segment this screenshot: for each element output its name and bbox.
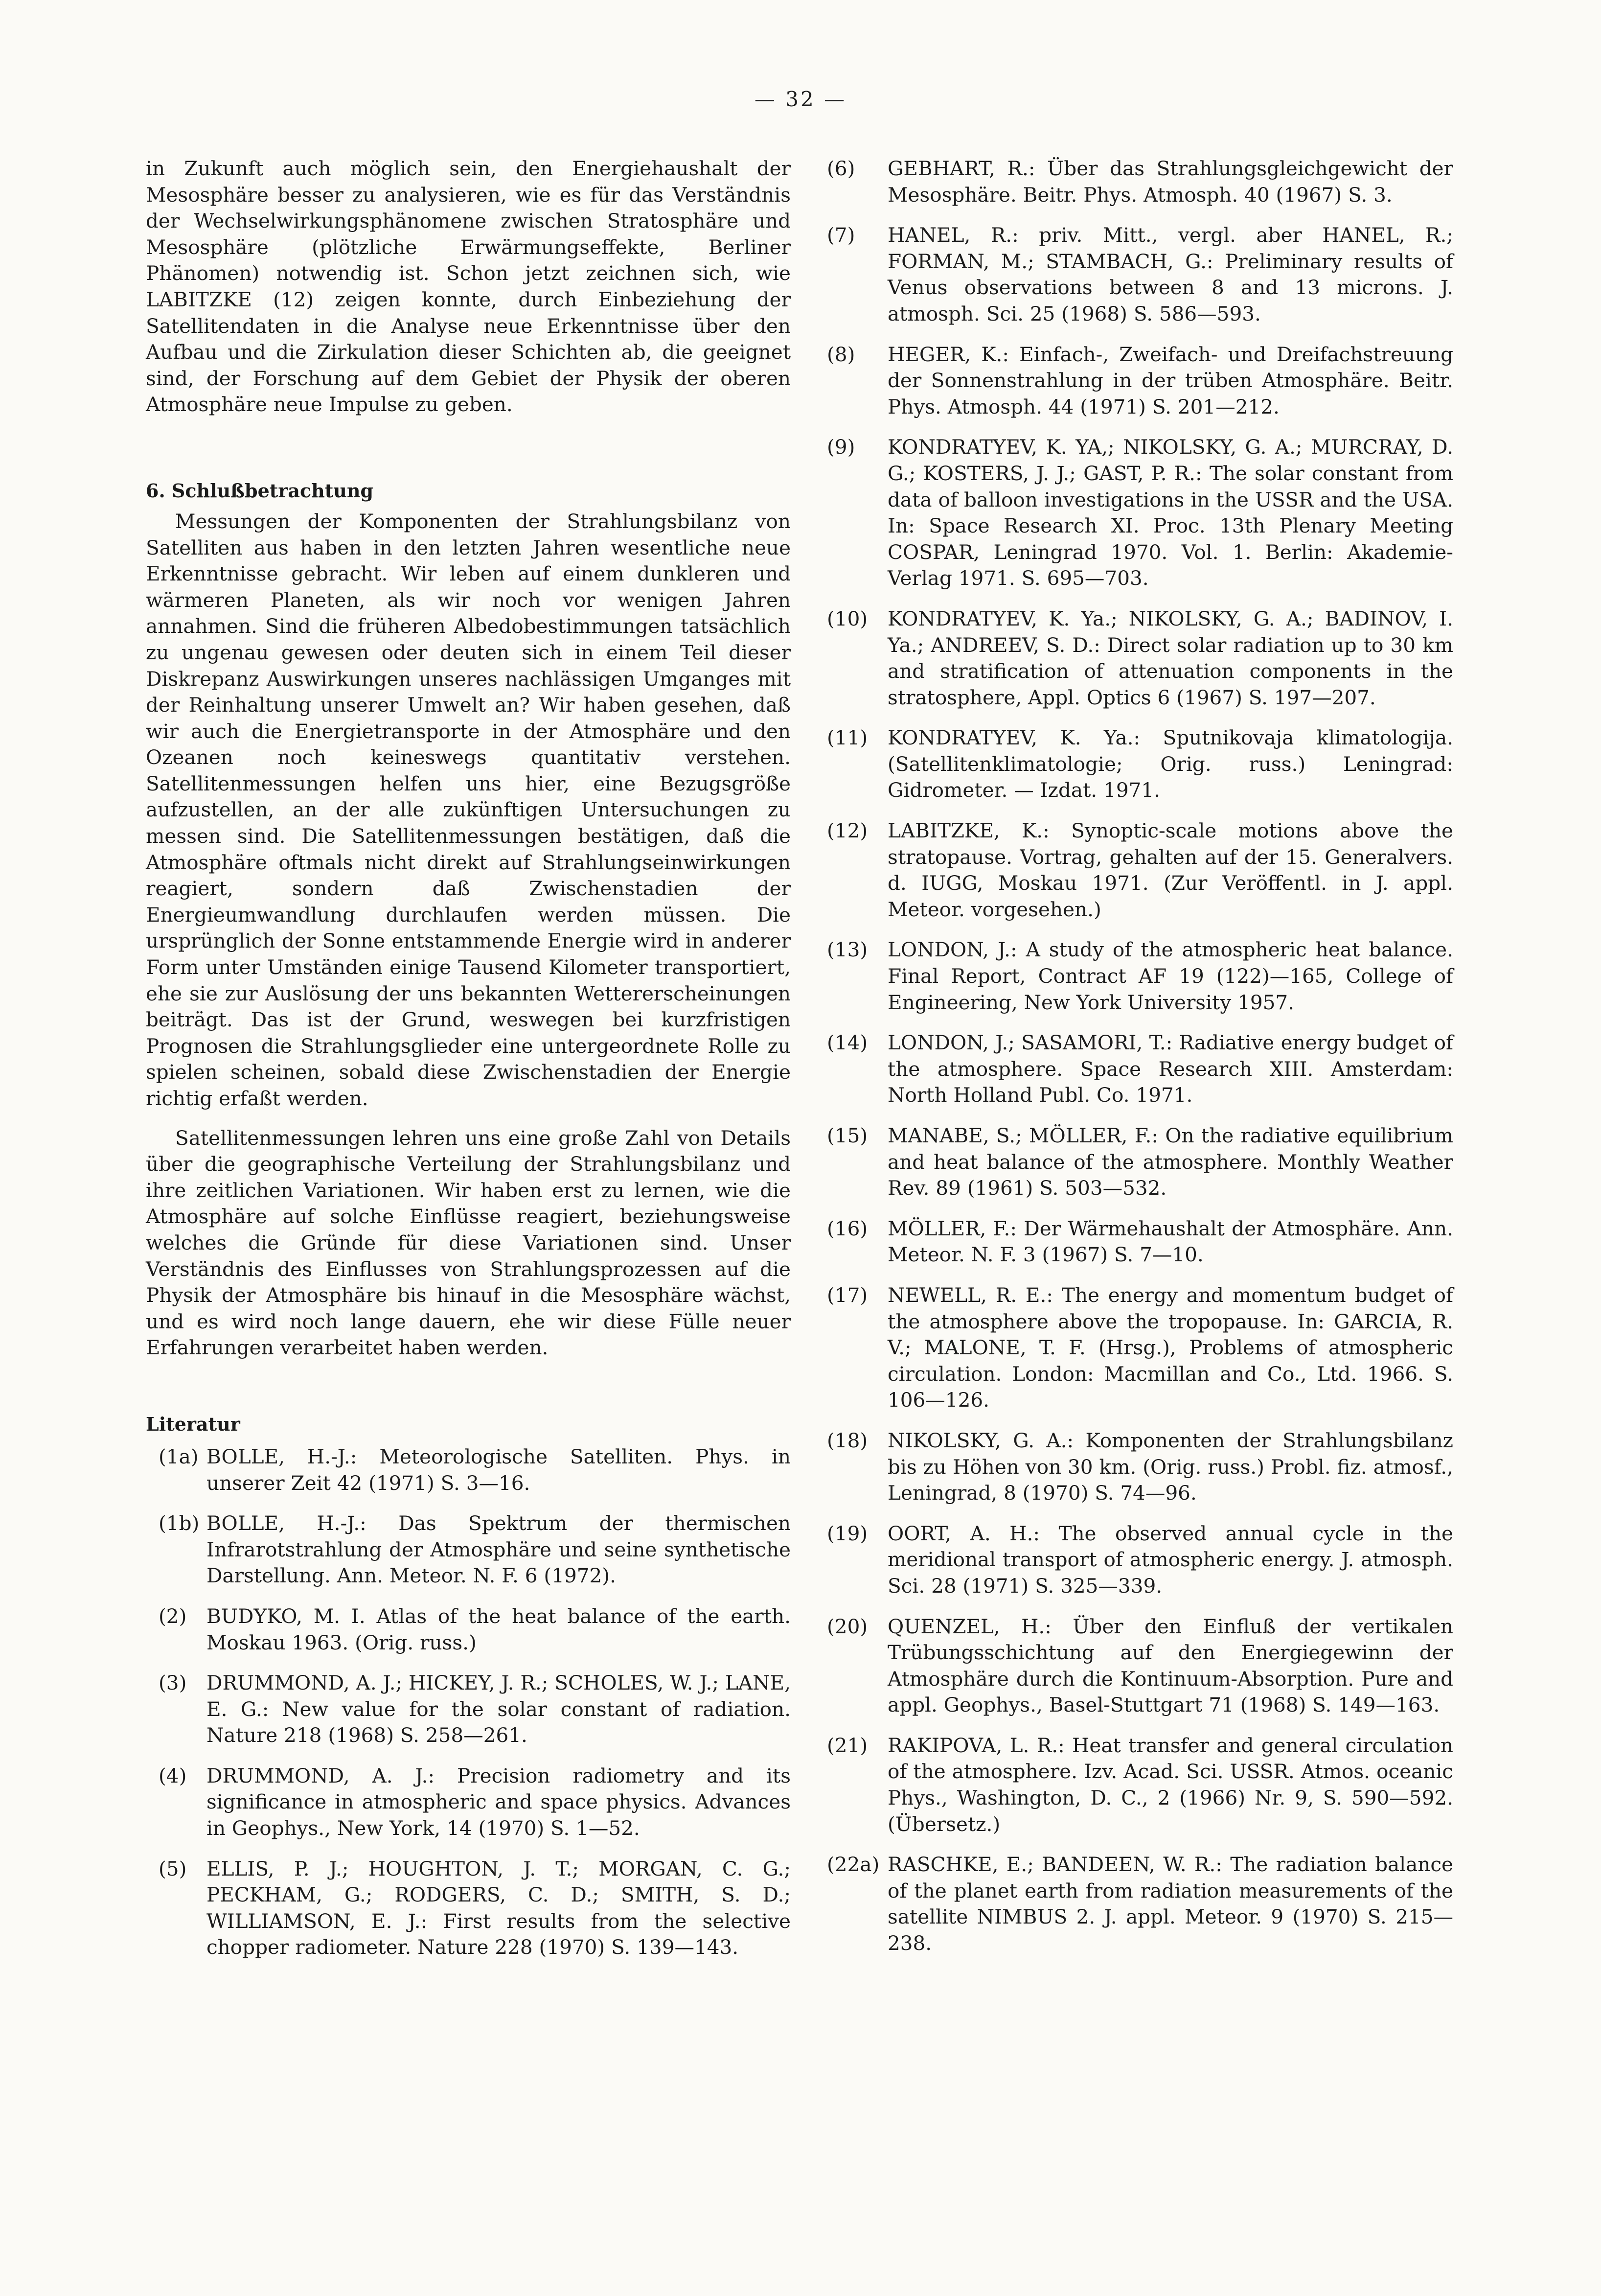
reference-text: LABITZKE, K.: Synoptic-scale motions above the stratopause. Vortrag, gehalten auf der 15. Generalvers. d. IUGG, Moskau 1971. (Zur Veröffentl. in J. appl. Meteor. vorgesehen.) [888, 819, 1453, 921]
reference-number: (7) [827, 223, 855, 247]
reference-item [146, 1856, 791, 1961]
reference-text: KONDRATYEV, K. Ya.: Sputnikovaja klimatologija. (Satellitenklimatologie; Orig. russ.) Leningrad: Gidrometer. — Izdat. 1971. [888, 726, 1453, 802]
page-number: — 32 — [754, 87, 847, 111]
section-heading: 6. Schlußbetrachtung [146, 479, 374, 502]
reference-text: NIKOLSKY, G. A.: Komponenten der Strahlungsbilanz bis zu Höhen von 30 km. (Orig. russ.) Probl. fiz. atmosf., Leningrad, 8 (1970) S. 74—96. [888, 1428, 1453, 1505]
section-paragraph: Satellitenmessungen lehren uns eine große Zahl von Details über die geographische Verteilung der Strahlungsbilanz und ihre zeitlichen Variationen. Wir haben erst zu lernen, wie die Atmosphäre auf solche Einflüsse reagiert, beziehungsweise welches die Gründe für diese Variationen sind. Unser Verständnis des Einflusses von Strahlungsprozessen auf die Physik der Atmosphäre bis hinauf in die Mesosphäre wächst, und es wird noch lange dauern, ehe wir diese Fülle neuer Erfahrungen verarbeitet haben werden. [146, 1126, 791, 1360]
intro-paragraph: in Zukunft auch möglich sein, den Energiehaushalt der Mesosphäre besser zu analysieren, wie es für das Verständnis der Wechselwirkungsphänomene zwischen Stratosphäre und Mesosphäre (plötzliche Erwärmungseffekte, Berliner Phänomen) notwendig ist. Schon jetzt zeichnen sich, wie LABITZKE (12) zeigen konnte, durch Einbeziehung der Satellitendaten in die Analyse neue Erkenntnisse über den Aufbau und die Zirkulation dieser Schichten ab, die geeignet sind, der Forschung auf dem Gebiet der Physik der oberen Atmosphäre neue Impulse zu geben. [146, 157, 791, 417]
reference-text: BUDYKO, M. I. Atlas of the heat balance of the earth. Moskau 1963. (Orig. russ.) [206, 1604, 791, 1654]
reference-text: HEGER, K.: Einfach-, Zweifach- und Dreifachstreuung der Sonnenstrahlung in der trüben Atmosphäre. Beitr. Phys. Atmosph. 44 (1971) S. 201—212. [888, 342, 1453, 418]
reference-text: MANABE, S.; MÖLLER, F.: On the radiative equilibrium and heat balance of the atmosphere. Monthly Weather Rev. 89 (1961) S. 503—532. [888, 1124, 1453, 1200]
reference-number: (5) [159, 1856, 187, 1880]
reference-list-left [146, 1444, 791, 1961]
left-column [146, 156, 791, 1975]
reference-text: LONDON, J.; SASAMORI, T.: Radiative energy budget of the atmosphere. Space Research XIII. Amsterdam: North Holland Publ. Co. 1971. [888, 1031, 1453, 1107]
reference-list-right [827, 156, 1453, 1957]
reference-number: (4) [159, 1763, 187, 1787]
reference-text: MÖLLER, F.: Der Wärmehaushalt der Atmosphäre. Ann. Meteor. N. F. 3 (1967) S. 7—10. [888, 1216, 1453, 1267]
reference-number: (6) [827, 157, 855, 180]
reference-item [827, 1428, 1453, 1507]
reference-text: LONDON, J.: A study of the atmospheric heat balance. Final Report, Contract AF 19 (122)—165, College of Engineering, New York University 1957. [888, 938, 1453, 1014]
reference-number: (12) [827, 819, 868, 843]
reference-item [827, 156, 1453, 208]
reference-number: (19) [827, 1521, 868, 1545]
reference-number: (20) [827, 1614, 868, 1638]
reference-item [146, 1603, 791, 1656]
reference-number: (9) [827, 435, 855, 459]
reference-text: HANEL, R.: priv. Mitt., vergl. aber HANEL, R.; FORMAN, M.; STAMBACH, G.: Preliminary results of Venus observations between 8 and 13 microns. J. atmosph. Sci. 25 (1968) S. 586—593. [888, 223, 1453, 325]
reference-text: KONDRATYEV, K. Ya.; NIKOLSKY, G. A.; BADINOV, I. Ya.; ANDREEV, S. D.: Direct solar radiation up to 30 km and stratification of attenuation components in the stratosphere, Appl. Optics 6 (1967) S. 197—207. [888, 606, 1453, 709]
reference-item [827, 1123, 1453, 1202]
reference-item [827, 434, 1453, 592]
reference-item [827, 1030, 1453, 1109]
reference-number: (3) [159, 1671, 187, 1695]
reference-number: (2) [159, 1604, 187, 1628]
reference-text: DRUMMOND, A. J.; HICKEY, J. R.; SCHOLES, W. J.; LANE, E. G.: New value for the solar constant of radiation. Nature 218 (1968) S. 258—261. [206, 1671, 791, 1747]
reference-number: (21) [827, 1733, 868, 1757]
reference-number: (17) [827, 1283, 868, 1307]
reference-number: (11) [827, 726, 868, 750]
reference-item [146, 1510, 791, 1589]
reference-item [827, 1521, 1453, 1600]
reference-item [827, 937, 1453, 1016]
reference-item [827, 1733, 1453, 1837]
reference-text: BOLLE, H.-J.: Meteorologische Satelliten. Phys. in unserer Zeit 42 (1971) S. 3—16. [206, 1444, 791, 1495]
reference-number: (13) [827, 938, 868, 962]
reference-item [827, 606, 1453, 711]
reference-number: (8) [827, 342, 855, 366]
reference-text: OORT, A. H.: The observed annual cycle in the meridional transport of atmospheric energy. J. atmosph. Sci. 28 (1971) S. 325—339. [888, 1521, 1453, 1598]
reference-text: NEWELL, R. E.: The energy and momentum budget of the atmosphere above the tropopause. In: GARCIA, R. V.; MALONE, T. F. (Hrsg.), Problems of atmospheric circulation. London: Macmillan and Co., Ltd. 1966. S. 106—126. [888, 1283, 1453, 1412]
reference-item [146, 1670, 791, 1749]
reference-item [827, 1282, 1453, 1414]
reference-text: RASCHKE, E.; BANDEEN, W. R.: The radiation balance of the planet earth from radiation measurements of the satellite NIMBUS 2. J. appl. Meteor. 9 (1970) S. 215—238. [888, 1853, 1453, 1955]
reference-item [827, 725, 1453, 804]
reference-text: RAKIPOVA, L. R.: Heat transfer and general circulation of the atmosphere. Izv. Acad. Sci. USSR. Atmos. oceanic Phys., Washington, D. C., 2 (1966) Nr. 9, S. 590—592. (Übersetz.) [888, 1733, 1453, 1836]
reference-item [827, 1216, 1453, 1268]
reference-number: (15) [827, 1124, 868, 1147]
reference-text: ELLIS, P. J.; HOUGHTON, J. T.; MORGAN, C. G.; PECKHAM, G.; RODGERS, C. D.; SMITH, S. D.; WILLIAMSON, E. J.: First results from the selective chopper radiometer. Nature 228 (1970) S. 139—143. [206, 1856, 791, 1959]
reference-number: (14) [827, 1031, 868, 1055]
reference-item [827, 818, 1453, 923]
reference-item [827, 342, 1453, 420]
reference-item [146, 1444, 791, 1496]
reference-item [827, 222, 1453, 327]
reference-item [827, 1614, 1453, 1718]
reference-number: (16) [827, 1216, 868, 1240]
reference-text: KONDRATYEV, K. YA,; NIKOLSKY, G. A.; MURCRAY, D. G.; KOSTERS, J. J.; GAST, P. R.: The solar constant from data of balloon investigations in the USSR and the USA. In: Space Research XI. Proc. 13th Plenary Meeting COSPAR, Leningrad 1970. Vol. 1. Berlin: Akademie-Verlag 1971. S. 695—703. [888, 435, 1453, 590]
reference-number: (1b) [159, 1511, 200, 1535]
reference-number: (22a) [827, 1853, 880, 1877]
section-paragraph: Messungen der Komponenten der Strahlungsbilanz von Satelliten aus haben in den letzten Jahren wesentliche neue Erkenntnisse gebracht. Wir leben auf einem dunkleren und wärmeren Planeten, als wir noch vor wenigen Jahren annahmen. Sind die früheren Albedobestimmungen tatsächlich zu ungenau gewesen oder deuten sich in einem Teil dieser Diskrepanz Auswirkungen unseres nachlässigen Umganges mit der Reinhaltung unserer Umwelt an? Wir haben gesehen, daß wir auch die Energietransporte in der Atmosphäre und den Ozeanen noch keineswegs quantitativ verstehen. Satellitenmessungen helfen uns hier, eine Bezugsgröße aufzustellen, an der alle zukünftigen Untersuchungen zu messen sind. Die Satellitenmessungen bestätigen, daß die Atmosphäre oftmals nicht direkt auf Strahlungseinwirkungen reagiert, sondern daß Zwischenstadien der Energieumwandlung durchlaufen werden müssen. Die ursprünglich der Sonne entstammende Energie wird in anderer Form unter Umständen einige Tausend Kilometer transportiert, ehe sie zur Auslösung der uns bekannten Wettererscheinungen beiträgt. Das ist der Grund, weswegen bei kurzfristigen Prognosen die Strahlungsglieder eine untergeordnete Rolle zu spielen scheinen, sobald diese Zwischenstadien der Energie richtig erfaßt werden. [146, 509, 791, 1110]
reference-item [827, 1852, 1453, 1956]
reference-item [146, 1763, 791, 1842]
reference-text: DRUMMOND, A. J.: Precision radiometry and its significance in atmospheric and space physics. Advances in Geophys., New York, 14 (1970) S. 1—52. [206, 1763, 791, 1840]
reference-number: (18) [827, 1428, 868, 1452]
literature-heading: Literatur [146, 1413, 240, 1435]
reference-number: (1a) [159, 1444, 199, 1468]
reference-text: GEBHART, R.: Über das Strahlungsgleichgewicht der Mesosphäre. Beitr. Phys. Atmosph. 40 (1967) S. 3. [888, 157, 1453, 207]
reference-text: BOLLE, H.-J.: Das Spektrum der thermischen Infrarotstrahlung der Atmosphäre und seine synthetische Darstellung. Ann. Meteor. N. F. 6 (1972). [206, 1511, 791, 1588]
reference-number: (10) [827, 606, 868, 630]
right-column [827, 156, 1453, 1971]
reference-text: QUENZEL, H.: Über den Einfluß der vertikalen Trübungsschichtung auf den Energiegewinn der Atmosphäre durch die Kontinuum-Absorption. Pure and appl. Geophys., Basel-Stuttgart 71 (1968) S. 149—163. [888, 1614, 1453, 1717]
